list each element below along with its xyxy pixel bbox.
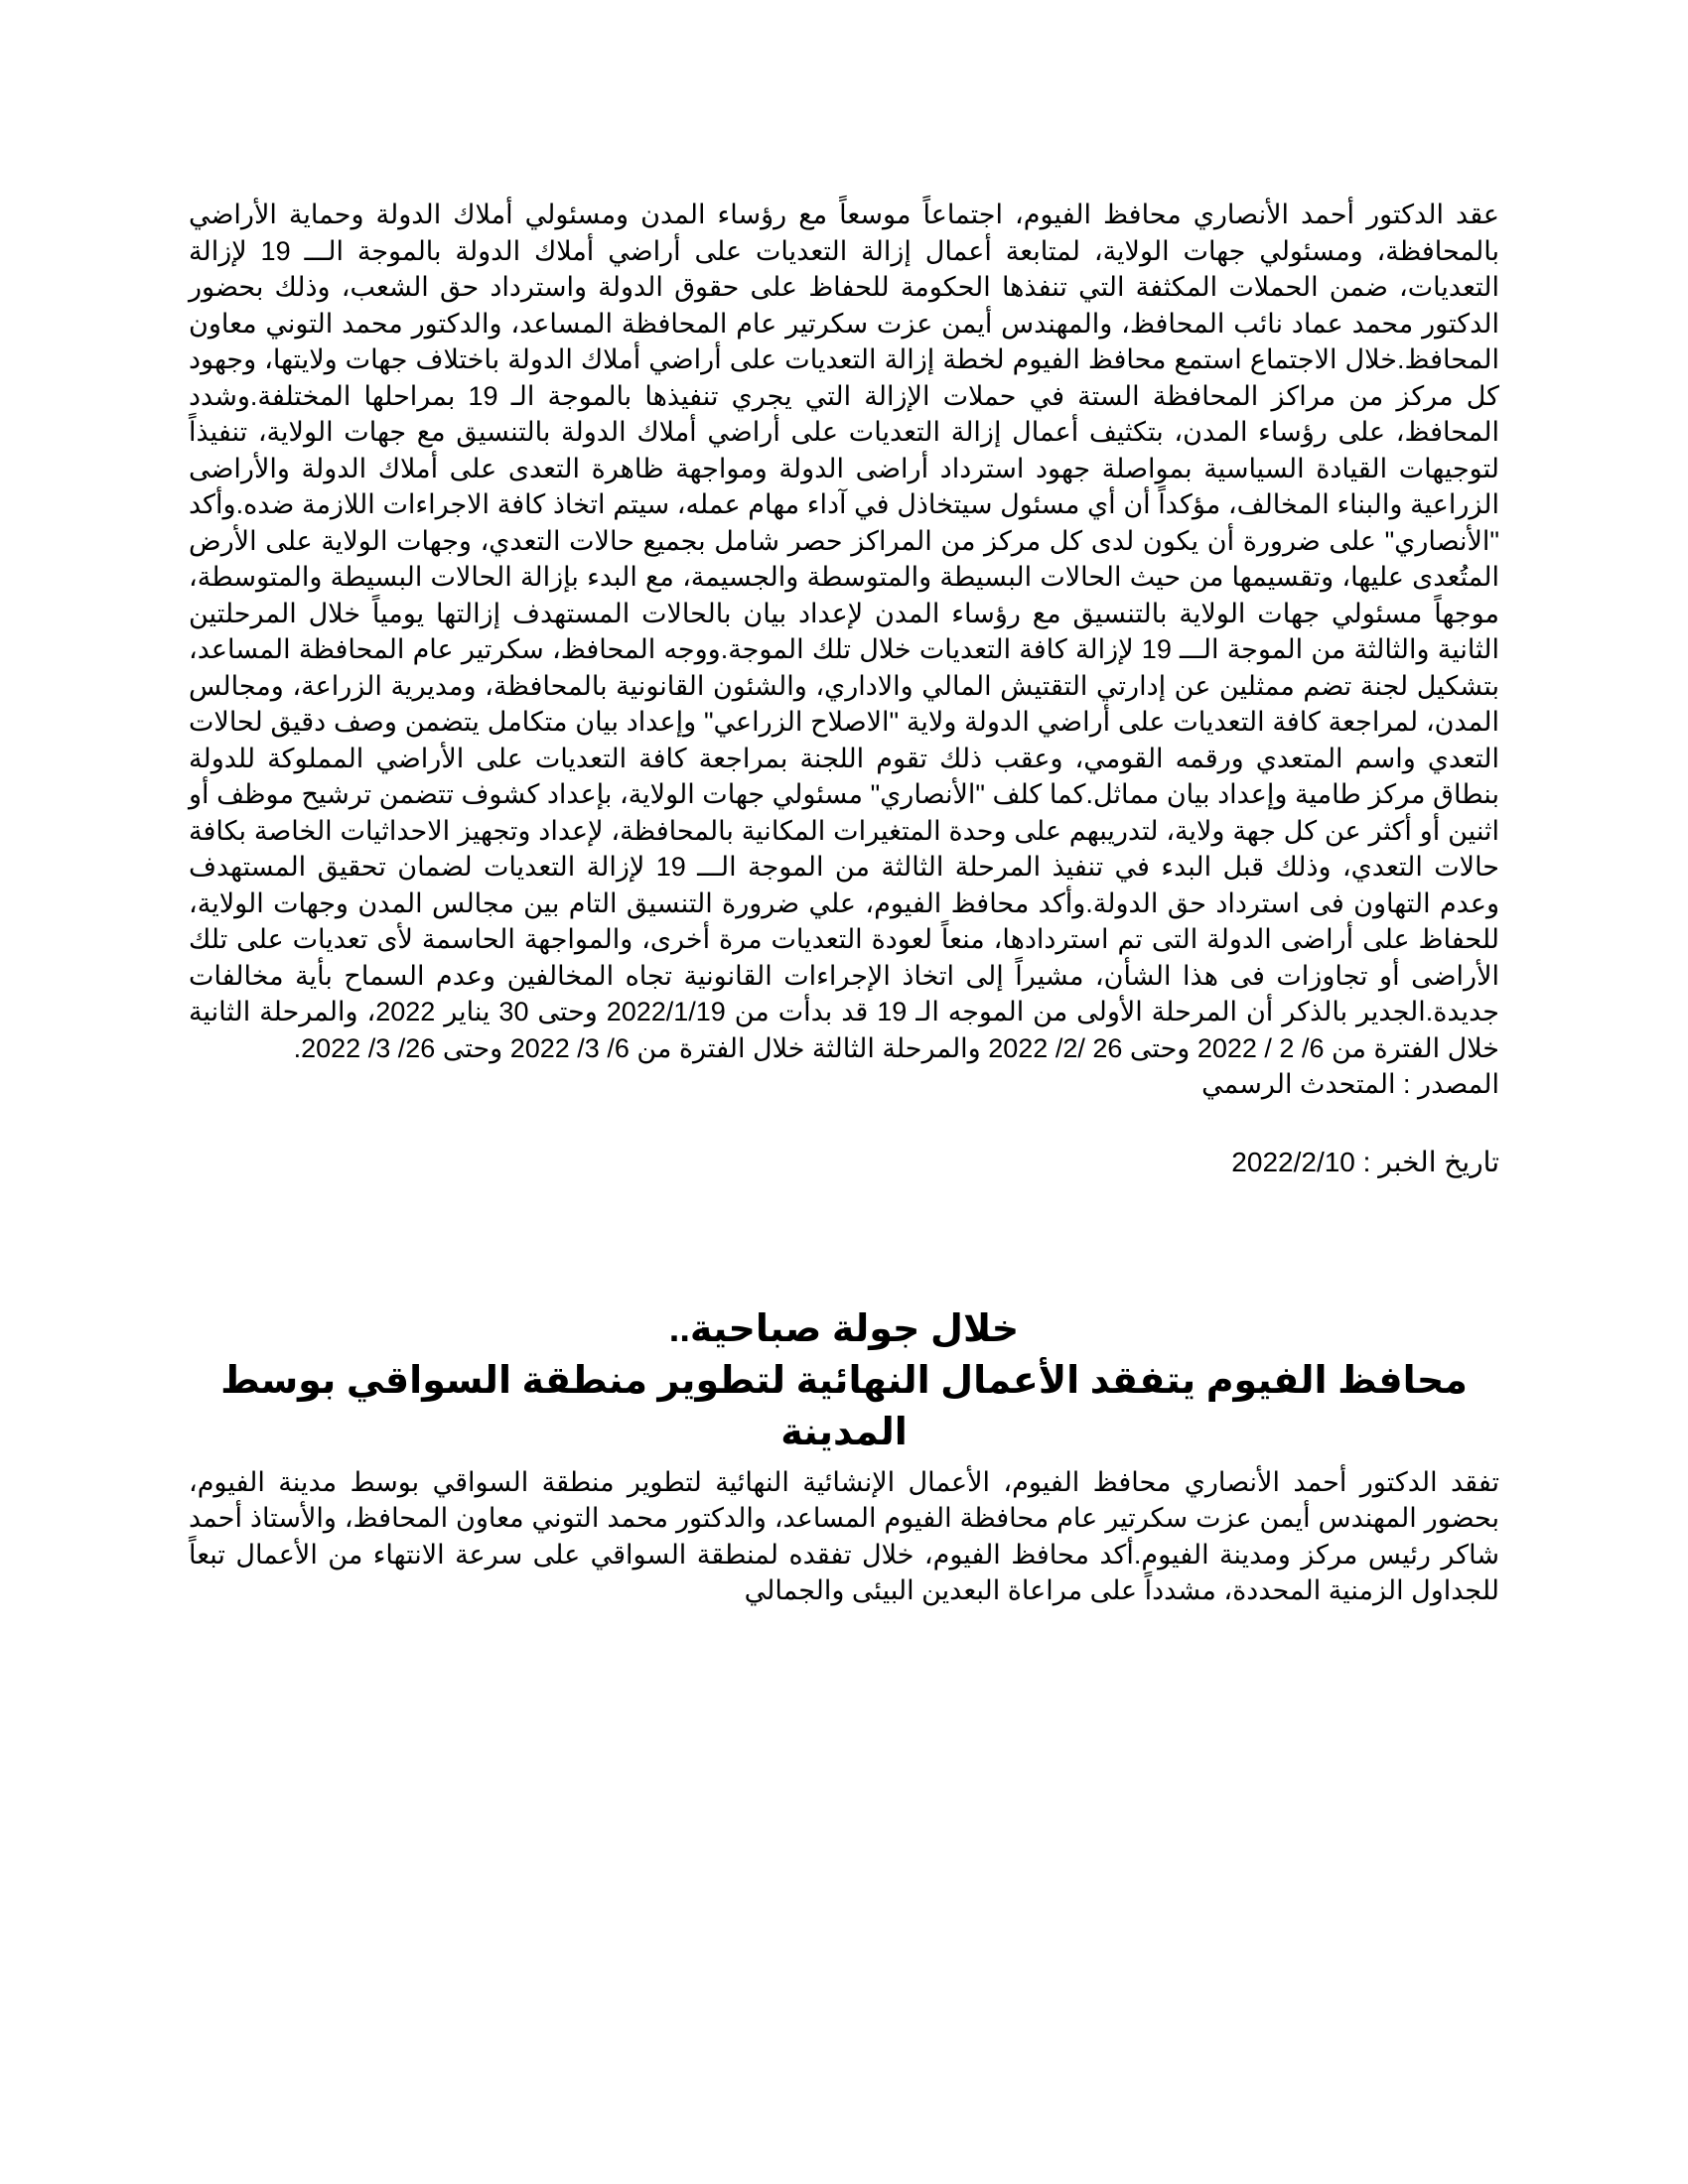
news-date-line: تاريخ الخبر : 2022/2/10 — [1231, 1146, 1499, 1177]
article-body-text: عقد الدكتور أحمد الأنصاري محافظ الفيوم، اجتماعاً موسعاً مع رؤساء المدن ومسئولي أملاك الدولة وحماية الأراضي بالمحافظة، ومسئولي جهات الولاية، لمتابعة أعمال إزالة التعديات على أراضي أملاك الدولة بالموجة الـــ 19 لإزالة التعديات، ضمن الحملات المكثفة التي تنفذها الحكومة للحفاظ على حقوق الدولة واسترداد حق الشعب، وذلك بحضور الدكتور محمد عماد نائب المحافظ، والمهندس أيمن عزت سكرتير عام المحافظة المساعد، والدكتور محمد التوني معاون المحافظ.خلال الاجتماع استمع محافظ الفيوم لخطة إزالة التعديات على أراضي أملاك الدولة باختلاف جهات ولايتها، وجهود كل مركز من مراكز المحافظة الستة في حملات الإزالة التي يجري تنفيذها بالموجة الـ 19 بمراحلها المختلفة.وشدد المحافظ، على رؤساء المدن، بتكثيف أعمال إزالة التعديات على أراضي أملاك الدولة بالتنسيق مع جهات الولاية، تنفيذاً لتوجيهات القيادة السياسية بمواصلة جهود استرداد أراضى الدولة ومواجهة ظاهرة التعدى على أملاك الدولة والأراضى الزراعية والبناء المخالف، مؤكداً أن أي مسئول سيتخاذل في آداء مهام عمله، سيتم اتخاذ كافة الاجراءات اللازمة ضده.وأكد "الأنصاري" على ضرورة أن يكون لدى كل مركز من المراكز حصر شامل بجميع حالات التعدي، وجهات الولاية على الأرض المتُعدى عليها، وتقسيمها من حيث الحالات البسيطة والمتوسطة والجسيمة، مع البدء بإزالة الحالات البسيطة والمتوسطة، موجهاً مسئولي جهات الولاية بالتنسيق مع رؤساء المدن لإعداد بيان بالحالات المستهدف إزالتها يومياً خلال المرحلتين الثانية والثالثة من الموجة الـــ 19 لإزالة كافة التعديات خلال تلك الموجة.ووجه المحافظ، سكرتير عام المحافظة المساعد، بتشكيل لجنة تضم ممثلين عن إدارتي التقتيش المالي والاداري، والشئون القانونية بالمحافظة، ومديرية الزراعة، ومجالس المدن، لمراجعة كافة التعديات على أراضي الدولة ولاية "الاصلاح الزراعي" وإعداد بيان متكامل يتضمن وصف دقيق لحالات التعدي واسم المتعدي ورقمه القومي، وعقب ذلك تقوم اللجنة بمراجعة كافة التعديات على الأراضي المملوكة للدولة بنطاق مركز طامية وإعداد بيان مماثل.كما كلف "الأنصاري" مسئولي جهات الولاية، بإعداد كشوف تتضمن ترشيح موظف أو اثنين أو أكثر عن كل جهة ولاية، لتدريبهم على وحدة المتغيرات المكانية بالمحافظة، لإعداد وتجهيز الاحداثيات الخاصة بكافة حالات التعدي، وذلك قبل البدء في تنفيذ المرحلة الثالثة من الموجة الـــ 19 لإزالة التعديات لضمان تحقيق المستهدف وعدم التهاون فى استرداد حق الدولة.وأكد محافظ الفيوم، علي ضرورة التنسيق التام بين مجالس المدن وجهات الولاية، للحفاظ على أراضى الدولة التى تم استردادها، منعاً لعودة التعديات مرة أخرى، والمواجهة الحاسمة لأى تعديات على تلك الأراضى أو تجاوزات فى هذا الشأن، مشيراً إلى اتخاذ الإجراءات القانونية تجاه المخالفين وعدم السماح بأية مخالفات جديدة.الجدير بالذكر أن المرحلة الأولى من الموجه الـ 19 قد بدأت من 2022/1/19 وحتى 30 يناير 2022، والمرحلة الثانية خلال الفترة من 6/ 2 / 2022 وحتى 26 /2/ 2022 والمرحلة الثالثة خلال الفترة من 6/ 3/ 2022 وحتى 26/ 3/ 2022. — [189, 200, 1499, 1063]
second-article-body-text: تفقد الدكتور أحمد الأنصاري محافظ الفيوم، الأعمال الإنشائية النهائية لتطوير منطقة السواقي بوسط مدينة الفيوم، بحضور المهندس أيمن عزت سكرتير عام محافظة الفيوم المساعد، والدكتور محمد التوني معاون المحافظ، والأستاذ أحمد شاكر رئيس مركز ومدينة الفيوم.أكد محافظ الفيوم، خلال تفقده لمنطقة السواقي على سرعة الانتهاء من الأعمال تبعاً للجداول الزمنية المحددة، مشدداً على مراعاة البعدين البيئى والجمالي — [189, 1466, 1499, 1605]
document-page — [189, 197, 1499, 2142]
source-line: المصدر : المتحدث الرسمي — [1201, 1069, 1499, 1099]
article-kicker: خلال جولة صباحية.. — [668, 1307, 1020, 1350]
second-article-header — [189, 1303, 1499, 1458]
article-headline: محافظ الفيوم يتفقد الأعمال النهائية لتطوير منطقة السواقي بوسط المدينة — [220, 1359, 1468, 1453]
